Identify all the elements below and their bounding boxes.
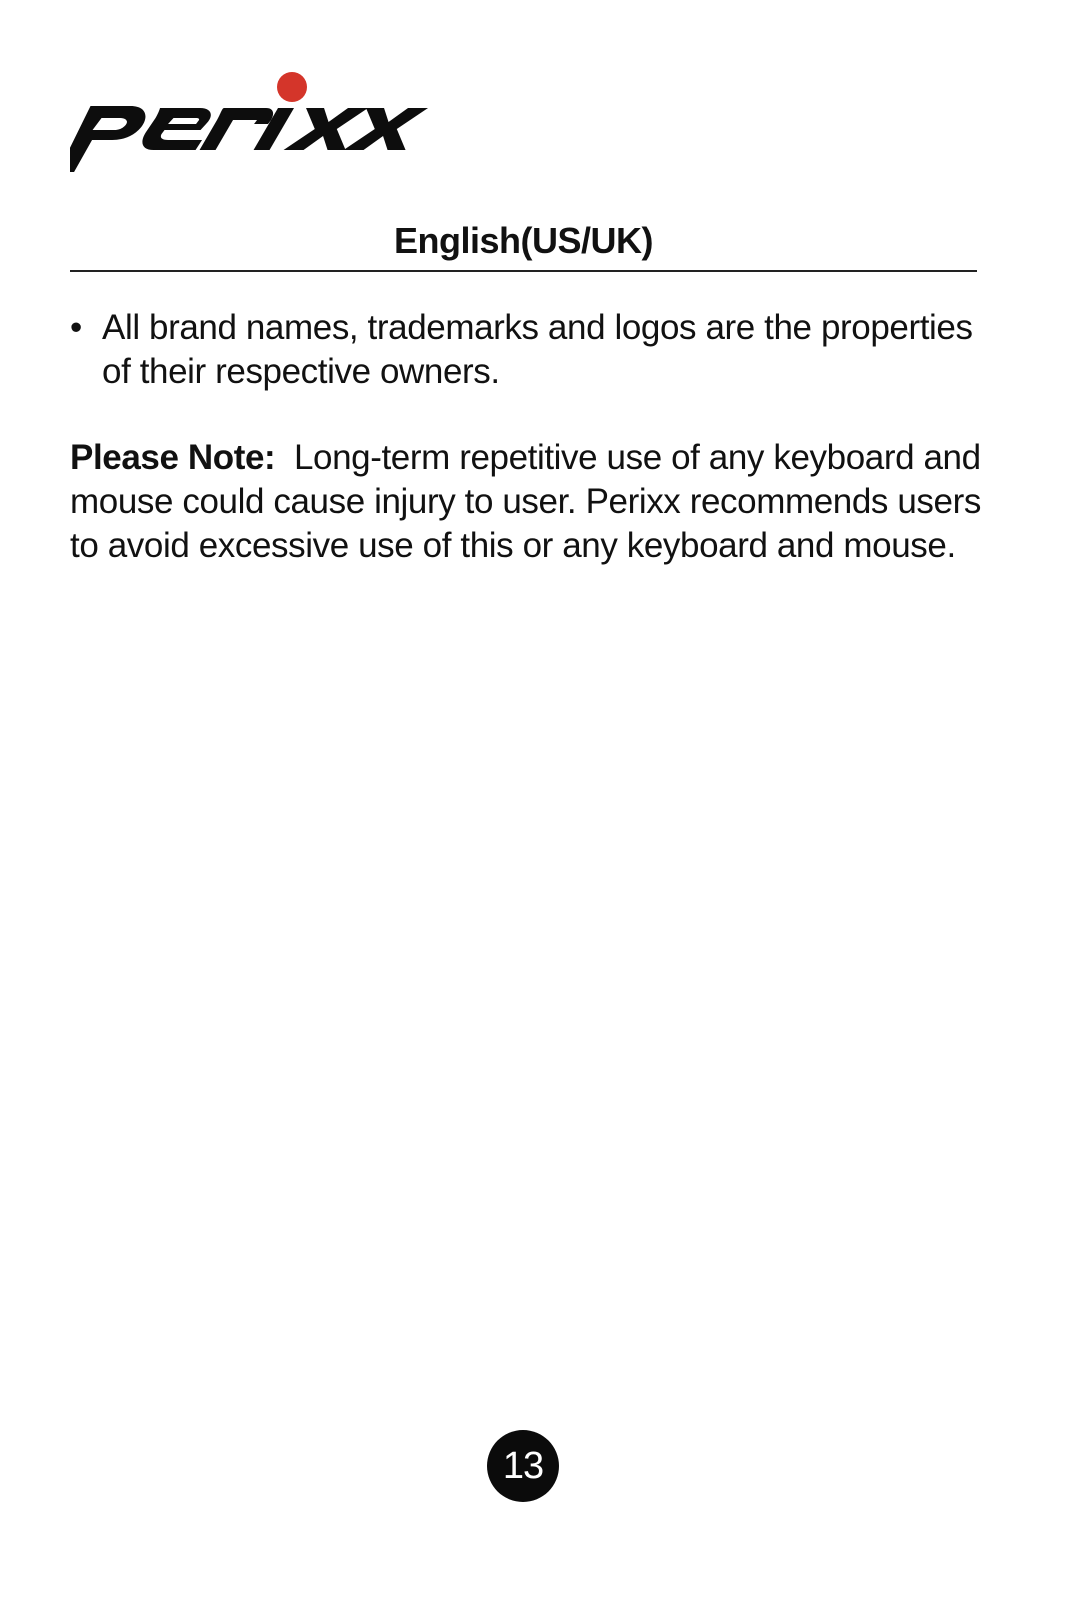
page-number-badge: 13 — [487, 1430, 559, 1502]
logo-dot — [277, 72, 307, 102]
note-text: Long-term repetitive use of any keyboard and mouse could cause injury to user. Perixx recommends users to avoid excessive use of this or any keyboard and mouse. — [70, 438, 981, 565]
note-label: Please Note: — [70, 438, 276, 477]
bullet-text: All brand names, trademarks and logos are the properties of their respective owners. — [102, 308, 973, 391]
section-heading: English(US/UK) — [394, 220, 653, 261]
perixx-logo — [70, 68, 440, 178]
please-note-paragraph — [70, 436, 985, 568]
list-item — [70, 306, 977, 394]
heading-divider — [70, 270, 977, 272]
bullet-marker: • — [70, 308, 82, 347]
